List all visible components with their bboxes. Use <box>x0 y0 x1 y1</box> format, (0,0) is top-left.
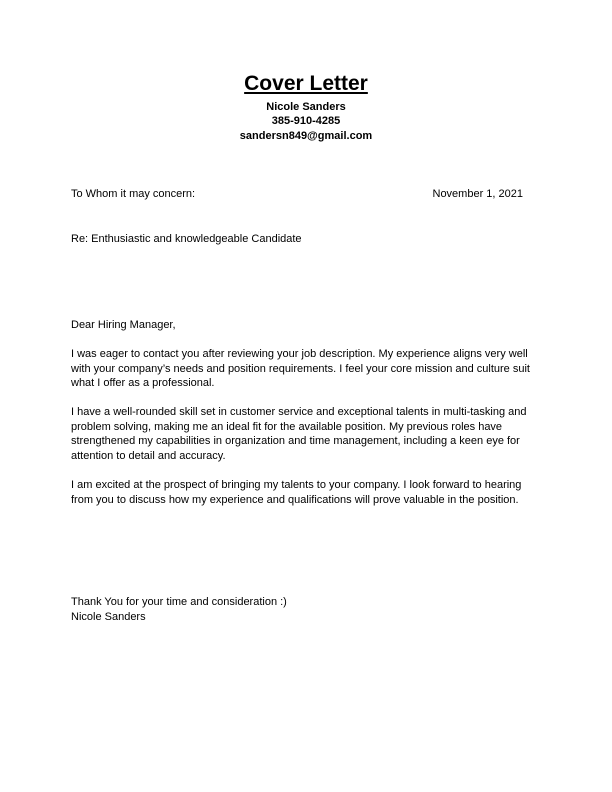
body-paragraph-3: I am excited at the prospect of bringing my talents to your company. I look forward to hearing from you to discuss how my experience and qualifications will prove valuable in the position. <box>71 479 522 506</box>
page-title: Cover Letter <box>244 72 368 95</box>
sender-email: sandersn849@gmail.com <box>239 130 373 142</box>
subject-line: Re: Enthusiastic and knowledgeable Candidate <box>71 233 302 245</box>
letter-date: November 1, 2021 <box>432 188 523 200</box>
body-paragraph-1: I was eager to contact you after reviewing your job description. My experience aligns very well with your company’s needs and position requirements. I feel your core mission and culture suit what I offer as a professional. <box>71 348 530 390</box>
salutation: Dear Hiring Manager, <box>71 319 176 331</box>
body-paragraph-2: I have a well-rounded skill set in customer service and exceptional talents in multi-tasking and problem solving, making me an ideal fit for the available position. My previous roles have strengthened my capabilities in organization and time management, including a keen eye for attention to detail and accuracy. <box>71 406 527 462</box>
addressee: To Whom it may concern: <box>71 188 196 200</box>
sender-phone: 385-910-4285 <box>271 115 341 127</box>
closing-line: Thank You for your time and consideration :) <box>71 596 287 608</box>
signature: Nicole Sanders <box>71 611 146 623</box>
sender-name: Nicole Sanders <box>266 101 346 113</box>
